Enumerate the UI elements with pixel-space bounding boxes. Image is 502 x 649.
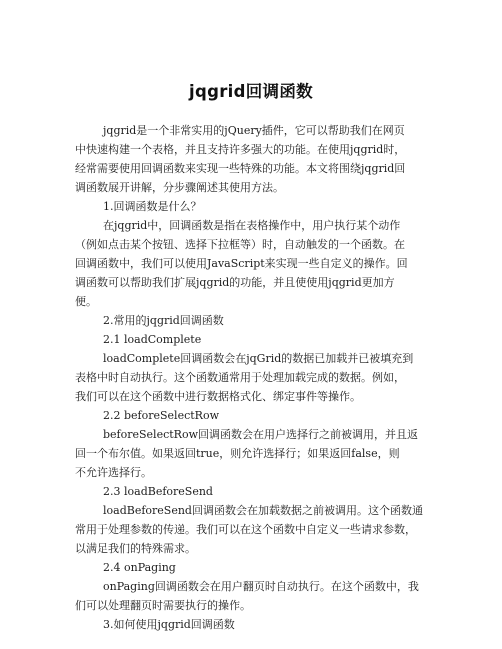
body-line: （例如点击某个按钮、选择下拉框等）时，自动触发的一个函数。在 [75,238,405,251]
subsection-heading: 2.1 loadComplete [103,333,202,346]
body-line: 调函数可以帮助我们扩展jqgrid的功能，并且使使用jqgrid更加方 [75,276,395,289]
body-line: 回调函数中，我们可以使用JavaScript来实现一些自定义的操作。回 [75,257,408,270]
body-line: 表格中时自动执行。这个函数通常用于处理加载完成的数据。例如， [75,371,405,384]
body-line: 调函数展开讲解，分步骤阐述其使用方法。 [75,181,284,194]
body-line: onPaging回调函数会在用户翻页时自动执行。在这个函数中，我 [103,580,419,593]
body-line: 常用于处理参数的传递。我们可以在这个函数中自定义一些请求参数， [75,523,416,536]
body-line: 不允许选择行。 [75,466,152,479]
body-line: 们可以处理翻页时需要执行的操作。 [75,599,251,612]
subsection-heading: 2.3 loadBeforeSend [103,485,213,498]
body-line: 便。 [75,295,97,308]
body-line: 在jqgrid中，回调函数是指在表格操作中，用户执行某个动作 [103,219,401,232]
body-line: jqgrid是一个非常实用的jQuery插件，它可以帮助我们在网页 [103,124,405,137]
body-line: loadBeforeSend回调函数会在加载数据之前被调用。这个函数通 [103,504,423,517]
section-heading: 1.回调函数是什么？ [103,200,202,213]
document-title: jqgrid回调函数 [189,82,313,101]
body-line: 我们可以在这个函数中进行数据格式化、绑定事件等操作。 [75,390,361,403]
section-heading: 3.如何使用jqgrid回调函数 [103,618,235,631]
subsection-heading: 2.4 onPaging [103,561,176,574]
body-line: 以满足我们的特殊需求。 [75,542,196,555]
body-line: 回一个布尔值。如果返回true，则允许选择行；如果返回false，则 [75,447,400,460]
body-line: beforeSelectRow回调函数会在用户选择行之前被调用，并且返 [103,428,418,441]
body-line: 经常需要使用回调函数来实现一些特殊的功能。本文将围绕jqgrid回 [75,162,406,175]
body-line: 中快速构建一个表格，并且支持许多强大的功能。在使用jqgrid时， [75,143,406,156]
subsection-heading: 2.2 beforeSelectRow [103,409,219,422]
section-heading: 2.常用的jqgrid回调函数 [103,314,224,327]
body-line: loadComplete回调函数会在jqGrid的数据已加载并已被填充到 [103,352,414,365]
